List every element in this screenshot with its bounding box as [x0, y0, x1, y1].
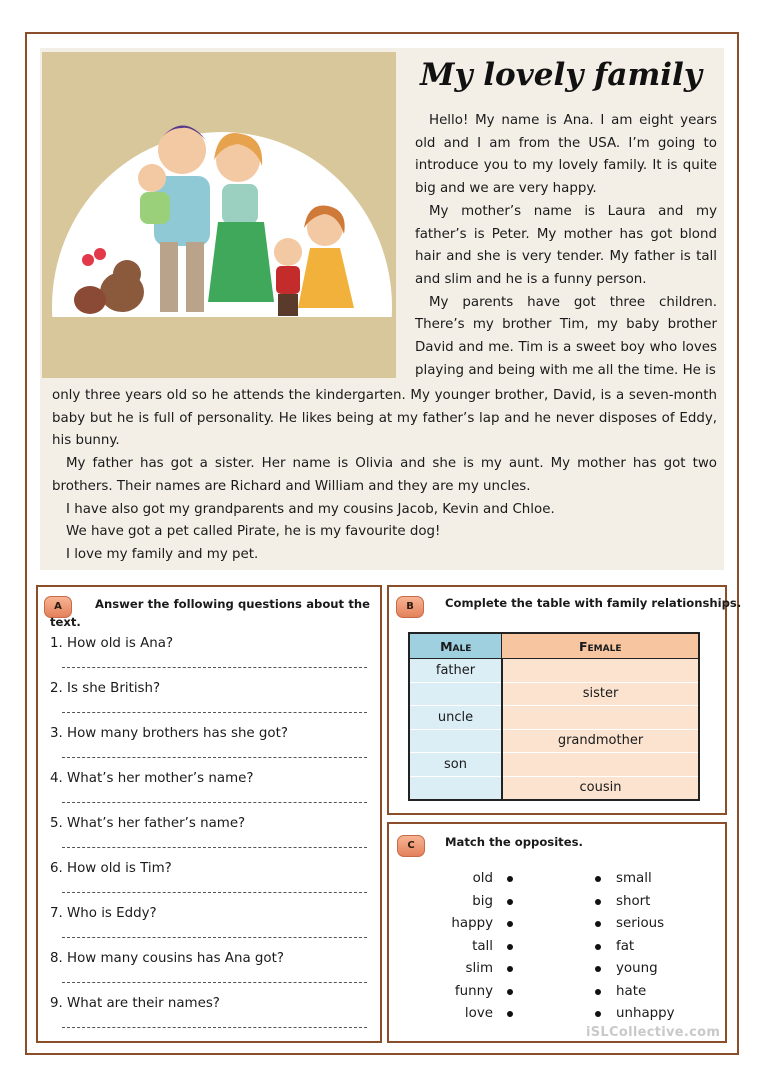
question-1: 1. How old is Ana?: [50, 636, 174, 651]
section-b-tag: B: [396, 596, 424, 618]
match-word-left: slim: [465, 961, 493, 976]
match-word-left: tall: [472, 939, 493, 954]
watermark: iSLCollective.com: [586, 1025, 721, 1040]
match-word-right: small: [616, 871, 652, 886]
column-header-female: Female: [502, 633, 699, 659]
section-a-box: [36, 585, 382, 1043]
match-dot-left[interactable]: [507, 921, 513, 927]
table-cell-female[interactable]: sister: [502, 682, 699, 706]
answer-line-5[interactable]: [62, 847, 367, 848]
match-dot-right[interactable]: [595, 899, 601, 905]
table-cell-male[interactable]: uncle: [409, 706, 502, 730]
section-b-instruction: Complete the table with family relationships.: [445, 596, 742, 610]
question-7: 7. Who is Eddy?: [50, 906, 157, 921]
question-3: 3. How many brothers has she got?: [50, 726, 288, 741]
question-8: 8. How many cousins has Ana got?: [50, 951, 284, 966]
match-word-right: serious: [616, 916, 665, 931]
paragraph: My father has got a sister. Her name is Olivia and she is my aunt. My mother has got two brothers. Their names are Richard and William and they are my uncles.: [52, 456, 717, 494]
question-6: 6. How old is Tim?: [50, 861, 172, 876]
match-word-left: old: [472, 871, 493, 886]
page-title: My lovely family: [420, 57, 702, 93]
match-dot-right[interactable]: [595, 944, 601, 950]
reading-bottom-text: [52, 385, 717, 567]
answer-line-7[interactable]: [62, 937, 367, 938]
match-word-left: funny: [454, 984, 493, 999]
match-word-right: fat: [616, 939, 635, 954]
answer-line-2[interactable]: [62, 712, 367, 713]
table-cell-male[interactable]: son: [409, 753, 502, 777]
section-c-instruction: Match the opposites.: [445, 835, 583, 849]
paragraph: Hello! My name is Ana. I am eight years old and I am from the USA. I’m going to introduce you to my lovely family. It is quite big and we are very happy.: [415, 113, 717, 197]
family-relationships-table: [408, 632, 700, 801]
match-dot-left[interactable]: [507, 966, 513, 972]
paragraph: My mother’s name is Laura and my father’s is Peter. My mother has got blond hair and she is very tender. My father is tall and slim and he is a funny person.: [415, 203, 717, 287]
table-cell-female[interactable]: [502, 753, 699, 777]
answer-line-9[interactable]: [62, 1027, 367, 1028]
table-cell-male[interactable]: [409, 682, 502, 706]
match-dot-right[interactable]: [595, 1011, 601, 1017]
match-dot-left[interactable]: [507, 1011, 513, 1017]
match-word-right: short: [616, 894, 651, 909]
match-dot-right[interactable]: [595, 876, 601, 882]
answer-line-8[interactable]: [62, 982, 367, 983]
table-cell-male[interactable]: [409, 776, 502, 800]
section-a-instruction: Answer the following questions about the text.: [50, 597, 370, 629]
match-word-right: unhappy: [616, 1006, 675, 1021]
answer-line-3[interactable]: [62, 757, 367, 758]
paragraph: I love my family and my pet.: [66, 546, 259, 562]
table-cell-male[interactable]: father: [409, 659, 502, 683]
paragraph-continuation: only three years old so he attends the kindergarten. My younger brother, David, is a seven-month baby but he is full of personality. He likes being at my father’s lap and he never disposes of Eddy, his bunny.: [52, 388, 717, 449]
table-cell-female[interactable]: grandmother: [502, 729, 699, 753]
table-cell-female[interactable]: cousin: [502, 776, 699, 800]
column-header-male: Male: [409, 633, 502, 659]
question-9: 9. What are their names?: [50, 996, 220, 1011]
section-a-tag: A: [44, 596, 72, 618]
match-word-left: big: [472, 894, 493, 909]
match-word-right: young: [616, 961, 658, 976]
match-dot-left[interactable]: [507, 876, 513, 882]
match-dot-right[interactable]: [595, 921, 601, 927]
question-4: 4. What’s her mother’s name?: [50, 771, 254, 786]
answer-line-4[interactable]: [62, 802, 367, 803]
match-word-right: hate: [616, 984, 647, 999]
match-word-left: happy: [451, 916, 493, 931]
match-dot-right[interactable]: [595, 966, 601, 972]
answer-line-6[interactable]: [62, 892, 367, 893]
match-dot-left[interactable]: [507, 899, 513, 905]
paragraph: We have got a pet called Pirate, he is my favourite dog!: [66, 524, 441, 540]
section-c-tag: C: [397, 835, 425, 857]
match-dot-left[interactable]: [507, 989, 513, 995]
paragraph: My parents have got three children. There’s my brother Tim, my baby brother David and me. Tim is a sweet boy who loves playing and being with me all the time. He is: [415, 294, 717, 378]
family-illustration: [42, 52, 396, 378]
reading-top-text: [415, 110, 717, 382]
question-2: 2. Is she British?: [50, 681, 161, 696]
question-5: 5. What’s her father’s name?: [50, 816, 246, 831]
match-dot-right[interactable]: [595, 989, 601, 995]
match-dot-left[interactable]: [507, 944, 513, 950]
table-cell-female[interactable]: [502, 706, 699, 730]
answer-line-1[interactable]: [62, 667, 367, 668]
table-cell-female[interactable]: [502, 659, 699, 683]
paragraph: I have also got my grandparents and my cousins Jacob, Kevin and Chloe.: [66, 501, 555, 517]
match-word-left: love: [464, 1006, 493, 1021]
table-cell-male[interactable]: [409, 729, 502, 753]
